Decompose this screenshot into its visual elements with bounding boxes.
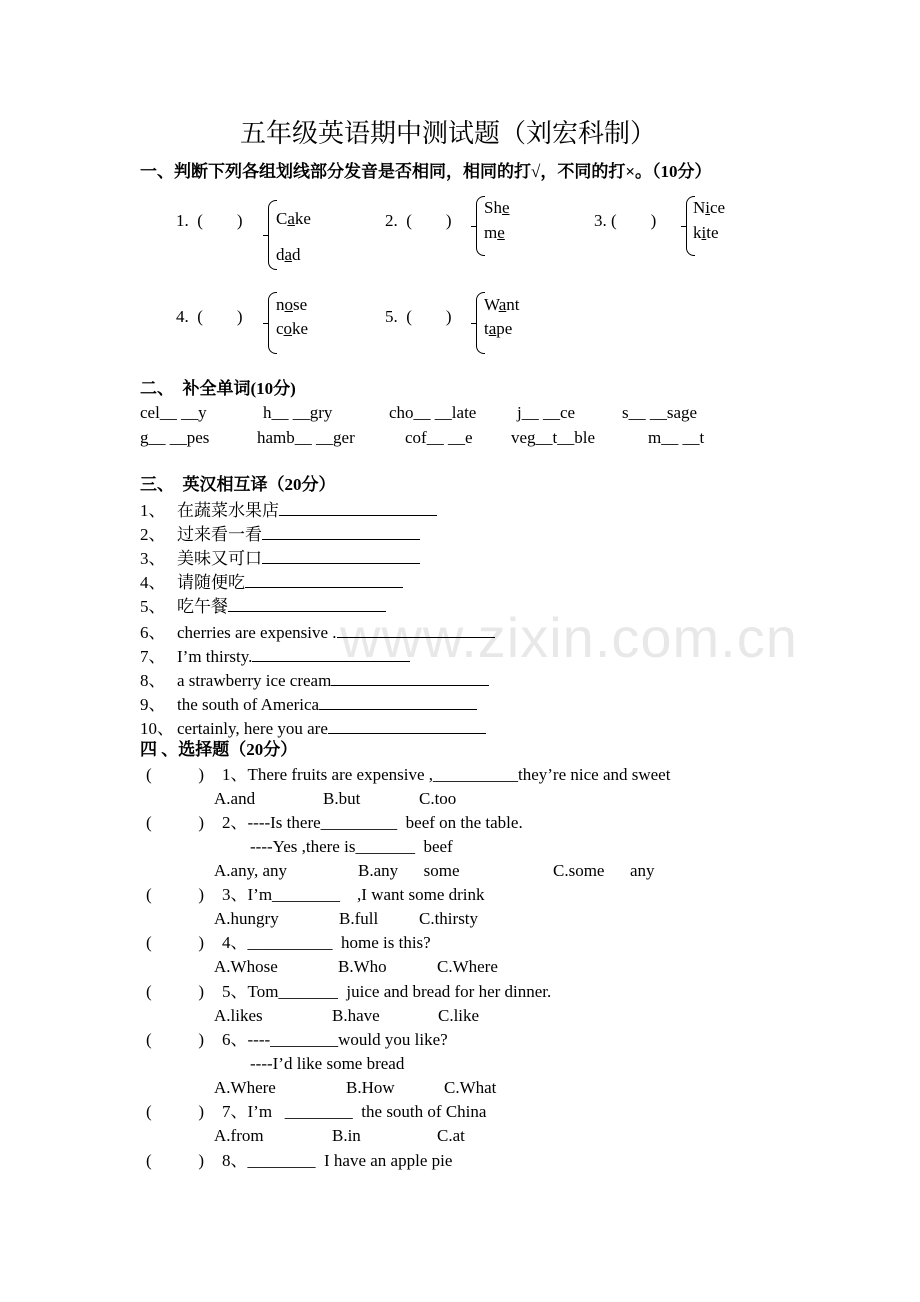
question-5: 5、Tom_______ juice and bread for her dinner. [222, 982, 552, 1001]
item-label: 5. ( ) [385, 307, 452, 326]
page-title: 五年级英语期中测试题（刘宏科制） [240, 119, 657, 148]
word: nose [276, 295, 308, 314]
word-blank: g__ __pes [140, 428, 210, 447]
section-2-header: 二、 补全单词(10分) [140, 379, 296, 398]
option: A.from [214, 1126, 264, 1145]
word-blank: j__ __ce [517, 403, 576, 422]
translate-item: 2、 过来看一看 [140, 523, 420, 545]
item-label: 3. ( ) [594, 211, 657, 230]
option: A.hungry [214, 909, 279, 928]
section-3-header: 三、 英汉相互译（20分） [140, 475, 336, 494]
translate-item: 10、 certainly, here you are [140, 717, 486, 739]
answer-paren: ( ) [146, 813, 205, 832]
option: A.Where [214, 1078, 276, 1097]
option: B.full [339, 909, 379, 928]
option: B.any some [358, 861, 460, 880]
word-blank: hamb__ __ger [257, 428, 355, 447]
question-1: 1、There fruits are expensive ,__________they’re nice and sweet [222, 765, 671, 784]
option: B.but [323, 789, 361, 808]
question-6: 6、----________would you like? [222, 1030, 448, 1049]
word: kite [693, 223, 719, 242]
question-4: 4、__________ home is this? [222, 933, 431, 952]
word: Nice [693, 198, 726, 217]
option: C.some any [553, 861, 655, 880]
option: C.at [437, 1126, 465, 1145]
translate-item: 3、 美味又可口 [140, 547, 420, 569]
answer-paren: ( ) [146, 1151, 205, 1170]
item-label: 1. ( ) [176, 211, 243, 230]
translate-item: 9、 the south of America [140, 693, 477, 715]
item-label: 2. ( ) [385, 211, 452, 230]
word-blank: cel__ __y [140, 403, 207, 422]
translate-item: 5、 吃午餐 [140, 595, 386, 617]
word-blank: h__ __gry [263, 403, 333, 422]
answer-paren: ( ) [146, 933, 205, 952]
watermark: www.zixin.com.cn [340, 606, 798, 669]
word-blank: cho__ __late [389, 403, 477, 422]
option: C.Where [437, 957, 498, 976]
word-blank: m__ __t [648, 428, 705, 447]
answer-paren: ( ) [146, 1102, 205, 1121]
translate-item: 6、 cherries are expensive . [140, 621, 495, 643]
question-8: 8、________ I have an apple pie [222, 1151, 453, 1170]
word-blank: veg__t__ble [511, 428, 596, 447]
word-blank: s__ __sage [622, 403, 698, 422]
option: B.have [332, 1006, 380, 1025]
option: C.too [419, 789, 457, 808]
word-blank: cof__ __e [405, 428, 473, 447]
section-4-header: 四 、选择题（20分） [140, 740, 298, 759]
option: B.Who [338, 957, 387, 976]
question-3: 3、I’m________ ,I want some drink [222, 885, 485, 904]
word: tape [484, 319, 513, 338]
item-label: 4. ( ) [176, 307, 243, 326]
section-1-header: 一、判断下列各组划线部分发音是否相同，相同的打√，不同的打×。（10分） [140, 162, 712, 181]
option: A.likes [214, 1006, 263, 1025]
option: A.and [214, 789, 256, 808]
option: C.What [444, 1078, 497, 1097]
word: me [484, 223, 505, 242]
translate-item: 7、 I’m thirsty. [140, 645, 410, 667]
answer-paren: ( ) [146, 1030, 205, 1049]
question-7: 7、I’m ________ the south of China [222, 1102, 487, 1121]
option: A.Whose [214, 957, 278, 976]
word: Want [484, 295, 520, 314]
option: A.any, any [214, 861, 288, 880]
option: C.thirsty [419, 909, 479, 928]
word: Cake [276, 209, 311, 228]
translate-item: 4、 请随便吃 [140, 571, 403, 593]
answer-paren: ( ) [146, 885, 205, 904]
question-6-line-2: ----I’d like some bread [250, 1054, 405, 1073]
translate-item: 8、 a strawberry ice cream [140, 669, 489, 691]
answer-paren: ( ) [146, 982, 205, 1001]
word: dad [276, 245, 301, 264]
answer-paren: ( ) [146, 765, 205, 784]
translate-item: 1、 在蔬菜水果店 [140, 499, 437, 521]
option: B.How [346, 1078, 395, 1097]
question-2: 2、----Is there_________ beef on the table. [222, 813, 523, 832]
word: She [484, 198, 510, 217]
option: C.like [438, 1006, 480, 1025]
word: coke [276, 319, 309, 338]
option: B.in [332, 1126, 361, 1145]
question-2-line-2: ----Yes ,there is_______ beef [250, 837, 453, 856]
